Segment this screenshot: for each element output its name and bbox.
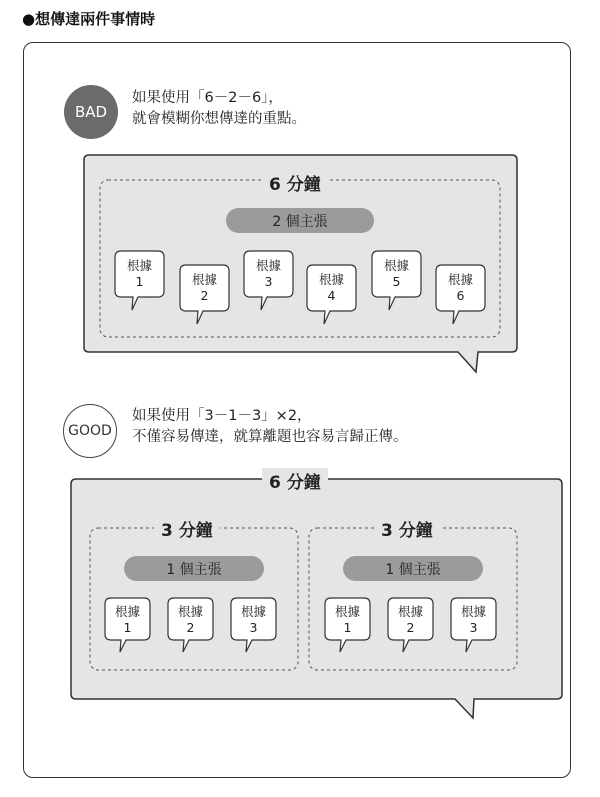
evidence-number: 1 — [343, 620, 352, 635]
evidence-label: 根據 — [177, 604, 203, 619]
evidence-number: 3 — [264, 274, 273, 289]
bad-time-label: 6 分鐘 — [262, 170, 328, 195]
bad-evidence-text-3 — [244, 258, 293, 290]
evidence-number: 2 — [186, 620, 195, 635]
evidence-label: 根據 — [334, 604, 360, 619]
bad-description — [132, 88, 306, 130]
good-group-right-claim: 1 個主張 — [343, 556, 483, 581]
bad-description-line-2: 就會模糊你想傳達的重點。 — [132, 111, 306, 127]
good-badge: GOOD — [63, 404, 117, 458]
bad-evidence-text-2 — [180, 272, 229, 304]
good-description-line-1: 如果使用「3－1－3」×2， — [132, 408, 312, 424]
evidence-number: 1 — [123, 620, 132, 635]
evidence-number: 3 — [469, 620, 478, 635]
evidence-label: 根據 — [383, 258, 409, 273]
evidence-label: 根據 — [114, 604, 140, 619]
evidence-number: 6 — [456, 288, 465, 303]
evidence-number: 2 — [200, 288, 209, 303]
good-evidence-text-l3 — [231, 604, 276, 636]
bad-evidence-text-5 — [372, 258, 421, 290]
good-group-left-claim: 1 個主張 — [124, 556, 264, 581]
good-description-line-2: 不僅容易傳達，就算離題也容易言歸正傳。 — [132, 429, 408, 445]
bad-claim-pill: 2 個主張 — [226, 208, 374, 233]
evidence-label: 根據 — [318, 272, 344, 287]
bad-evidence-text-1 — [115, 258, 164, 290]
page-heading: ●想傳達兩件事情時 — [22, 10, 156, 28]
evidence-label: 根據 — [447, 272, 473, 287]
good-description — [132, 406, 408, 448]
bad-description-line-1: 如果使用「6－2－6」， — [132, 90, 283, 106]
good-group-left-time: 3 分鐘 — [154, 516, 220, 541]
evidence-number: 3 — [249, 620, 258, 635]
evidence-label: 根據 — [240, 604, 266, 619]
bad-badge: BAD — [64, 85, 118, 139]
evidence-number: 5 — [392, 274, 401, 289]
bad-evidence-text-4 — [307, 272, 356, 304]
evidence-label: 根據 — [191, 272, 217, 287]
evidence-number: 4 — [327, 288, 336, 303]
good-evidence-text-r1 — [325, 604, 370, 636]
good-evidence-text-l1 — [105, 604, 150, 636]
good-evidence-text-l2 — [168, 604, 213, 636]
evidence-label: 根據 — [397, 604, 423, 619]
good-group-right-time: 3 分鐘 — [374, 516, 440, 541]
good-evidence-text-r2 — [388, 604, 433, 636]
bad-evidence-text-6 — [436, 272, 485, 304]
good-evidence-text-r3 — [451, 604, 496, 636]
evidence-label: 根據 — [255, 258, 281, 273]
evidence-label: 根據 — [126, 258, 152, 273]
evidence-label: 根據 — [460, 604, 486, 619]
evidence-number: 2 — [406, 620, 415, 635]
evidence-number: 1 — [135, 274, 144, 289]
good-time-label: 6 分鐘 — [262, 468, 328, 493]
